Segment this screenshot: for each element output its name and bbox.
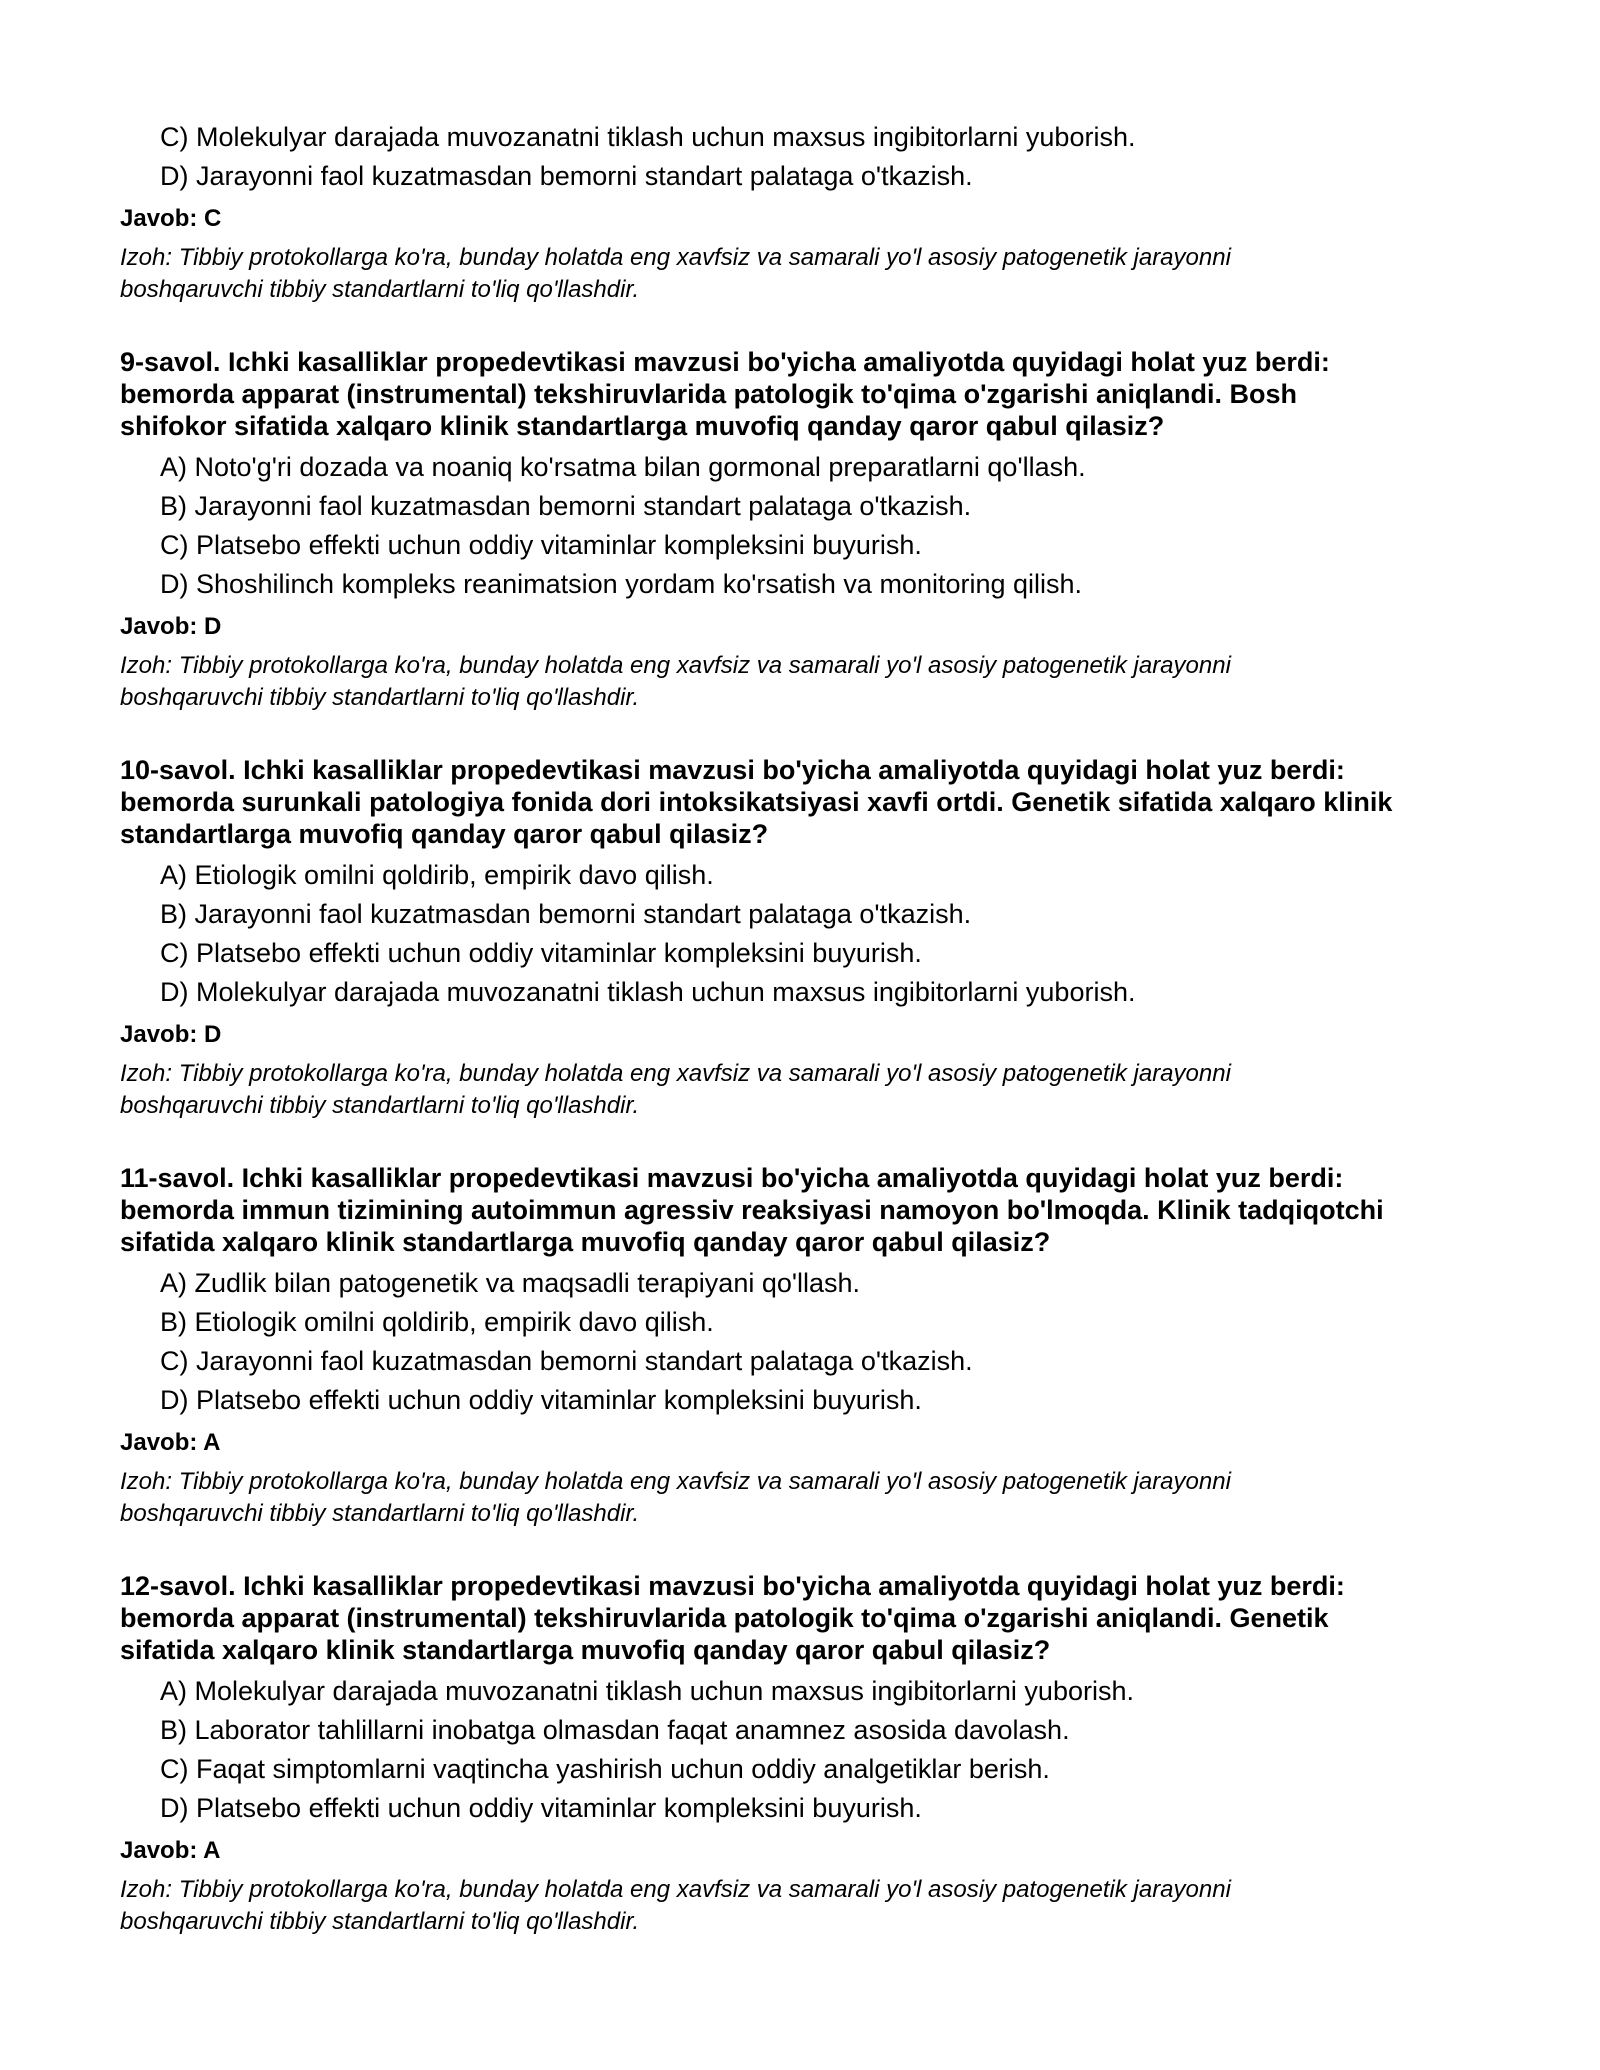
option-b: B) Laborator tahlillarni inobatga olmasdan faqat anamnez asosida davolash. — [160, 1715, 1070, 1745]
explanation-note — [120, 1058, 1500, 1122]
question-line: 10-savol. Ichki kasalliklar propedevtikasi mavzusi bo'yicha amaliyotda quyidagi holat yuz berdi: — [120, 755, 1345, 785]
note-line: boshqaruvchi tibbiy standartlarni to'liq qo'llashdir. — [120, 1092, 640, 1119]
answer-label: Javob: C — [120, 205, 222, 232]
question-11 — [120, 1162, 1500, 1530]
question-line: bemorda apparat (instrumental) tekshiruvlarida patologik to'qima o'zgarishi aniqlandi. Genetik — [120, 1603, 1329, 1633]
option-c: C) Platsebo effekti uchun oddiy vitaminlar kompleksini buyurish. — [160, 530, 922, 560]
question-9 — [120, 346, 1500, 714]
document-page — [120, 118, 1500, 1938]
question-text — [120, 1570, 1500, 1666]
option-c: C) Jarayonni faol kuzatmasdan bemorni standart palataga o'tkazish. — [160, 1346, 973, 1376]
option-c: C) Faqat simptomlarni vaqtincha yashirish uchun oddiy analgetiklar berish. — [160, 1754, 1050, 1784]
option-b: B) Jarayonni faol kuzatmasdan bemorni standart palataga o'tkazish. — [160, 899, 972, 929]
question-text — [120, 754, 1500, 850]
question-line: shifokor sifatida xalqaro klinik standartlarga muvofiq qanday qaror qabul qilasiz? — [120, 411, 1165, 441]
note-line: boshqaruvchi tibbiy standartlarni to'liq qo'llashdir. — [120, 276, 640, 303]
option-b: B) Etiologik omilni qoldirib, empirik davo qilish. — [160, 1307, 714, 1337]
note-line: Izoh: Tibbiy protokollarga ko'ra, bunday holatda eng xavfsiz va samarali yo'l asosiy patogenetik jarayonni — [120, 244, 1231, 271]
explanation-note — [120, 650, 1500, 714]
question-line: sifatida xalqaro klinik standartlarga muvofiq qanday qaror qabul qilasiz? — [120, 1635, 1051, 1665]
previous-question-continuation — [120, 118, 1500, 306]
question-line: sifatida xalqaro klinik standartlarga muvofiq qanday qaror qabul qilasiz? — [120, 1227, 1051, 1257]
question-line: standartlarga muvofiq qanday qaror qabul qilasiz? — [120, 819, 769, 849]
question-line: bemorda immun tizimining autoimmun agressiv reaksiyasi namoyon bo'lmoqda. Klinik tadqiqotchi — [120, 1195, 1384, 1225]
note-line: boshqaruvchi tibbiy standartlarni to'liq qo'llashdir. — [120, 1908, 640, 1935]
question-text — [120, 1162, 1500, 1258]
option-d: D) Platsebo effekti uchun oddiy vitaminlar kompleksini buyurish. — [160, 1793, 922, 1823]
note-line: boshqaruvchi tibbiy standartlarni to'liq qo'llashdir. — [120, 1500, 640, 1527]
option-a: A) Etiologik omilni qoldirib, empirik davo qilish. — [160, 860, 714, 890]
option-a: A) Zudlik bilan patogenetik va maqsadli terapiyani qo'llash. — [160, 1268, 861, 1298]
option-d: D) Molekulyar darajada muvozanatni tiklash uchun maxsus ingibitorlarni yuborish. — [160, 977, 1136, 1007]
explanation-note — [120, 242, 1500, 306]
question-line: bemorda apparat (instrumental) tekshiruvlarida patologik to'qima o'zgarishi aniqlandi. Bosh — [120, 379, 1298, 409]
option-c: C) Platsebo effekti uchun oddiy vitaminlar kompleksini buyurish. — [160, 938, 922, 968]
answer-label: Javob: A — [120, 1429, 221, 1456]
option-d: D) Shoshilinch kompleks reanimatsion yordam ko'rsatish va monitoring qilish. — [160, 569, 1083, 599]
question-line: 9-savol. Ichki kasalliklar propedevtikasi mavzusi bo'yicha amaliyotda quyidagi holat yuz berdi: — [120, 347, 1330, 377]
option-c: C) Molekulyar darajada muvozanatni tiklash uchun maxsus ingibitorlarni yuborish. — [160, 122, 1136, 152]
question-line: bemorda surunkali patologiya fonida dori intoksikatsiyasi xavfi ortdi. Genetik sifatida xalqaro klinik — [120, 787, 1393, 817]
explanation-note — [120, 1466, 1500, 1530]
question-line: 11-savol. Ichki kasalliklar propedevtikasi mavzusi bo'yicha amaliyotda quyidagi holat yuz berdi: — [120, 1163, 1344, 1193]
note-line: Izoh: Tibbiy protokollarga ko'ra, bunday holatda eng xavfsiz va samarali yo'l asosiy patogenetik jarayonni — [120, 1060, 1231, 1087]
question-12 — [120, 1570, 1500, 1938]
option-a: A) Noto'g'ri dozada va noaniq ko'rsatma bilan gormonal preparatlarni qo'llash. — [160, 452, 1086, 482]
option-d: D) Platsebo effekti uchun oddiy vitaminlar kompleksini buyurish. — [160, 1385, 922, 1415]
note-line: Izoh: Tibbiy protokollarga ko'ra, bunday holatda eng xavfsiz va samarali yo'l asosiy patogenetik jarayonni — [120, 1468, 1231, 1495]
answer-label: Javob: D — [120, 613, 222, 640]
question-text — [120, 346, 1500, 442]
answer-label: Javob: D — [120, 1021, 222, 1048]
question-10 — [120, 754, 1500, 1122]
option-b: B) Jarayonni faol kuzatmasdan bemorni standart palataga o'tkazish. — [160, 491, 972, 521]
note-line: Izoh: Tibbiy protokollarga ko'ra, bunday holatda eng xavfsiz va samarali yo'l asosiy patogenetik jarayonni — [120, 1876, 1231, 1903]
explanation-note — [120, 1874, 1500, 1938]
option-a: A) Molekulyar darajada muvozanatni tiklash uchun maxsus ingibitorlarni yuborish. — [160, 1676, 1134, 1706]
note-line: boshqaruvchi tibbiy standartlarni to'liq qo'llashdir. — [120, 684, 640, 711]
answer-label: Javob: A — [120, 1837, 221, 1864]
note-line: Izoh: Tibbiy protokollarga ko'ra, bunday holatda eng xavfsiz va samarali yo'l asosiy patogenetik jarayonni — [120, 652, 1231, 679]
option-d: D) Jarayonni faol kuzatmasdan bemorni standart palataga o'tkazish. — [160, 161, 973, 191]
question-line: 12-savol. Ichki kasalliklar propedevtikasi mavzusi bo'yicha amaliyotda quyidagi holat yuz berdi: — [120, 1571, 1345, 1601]
